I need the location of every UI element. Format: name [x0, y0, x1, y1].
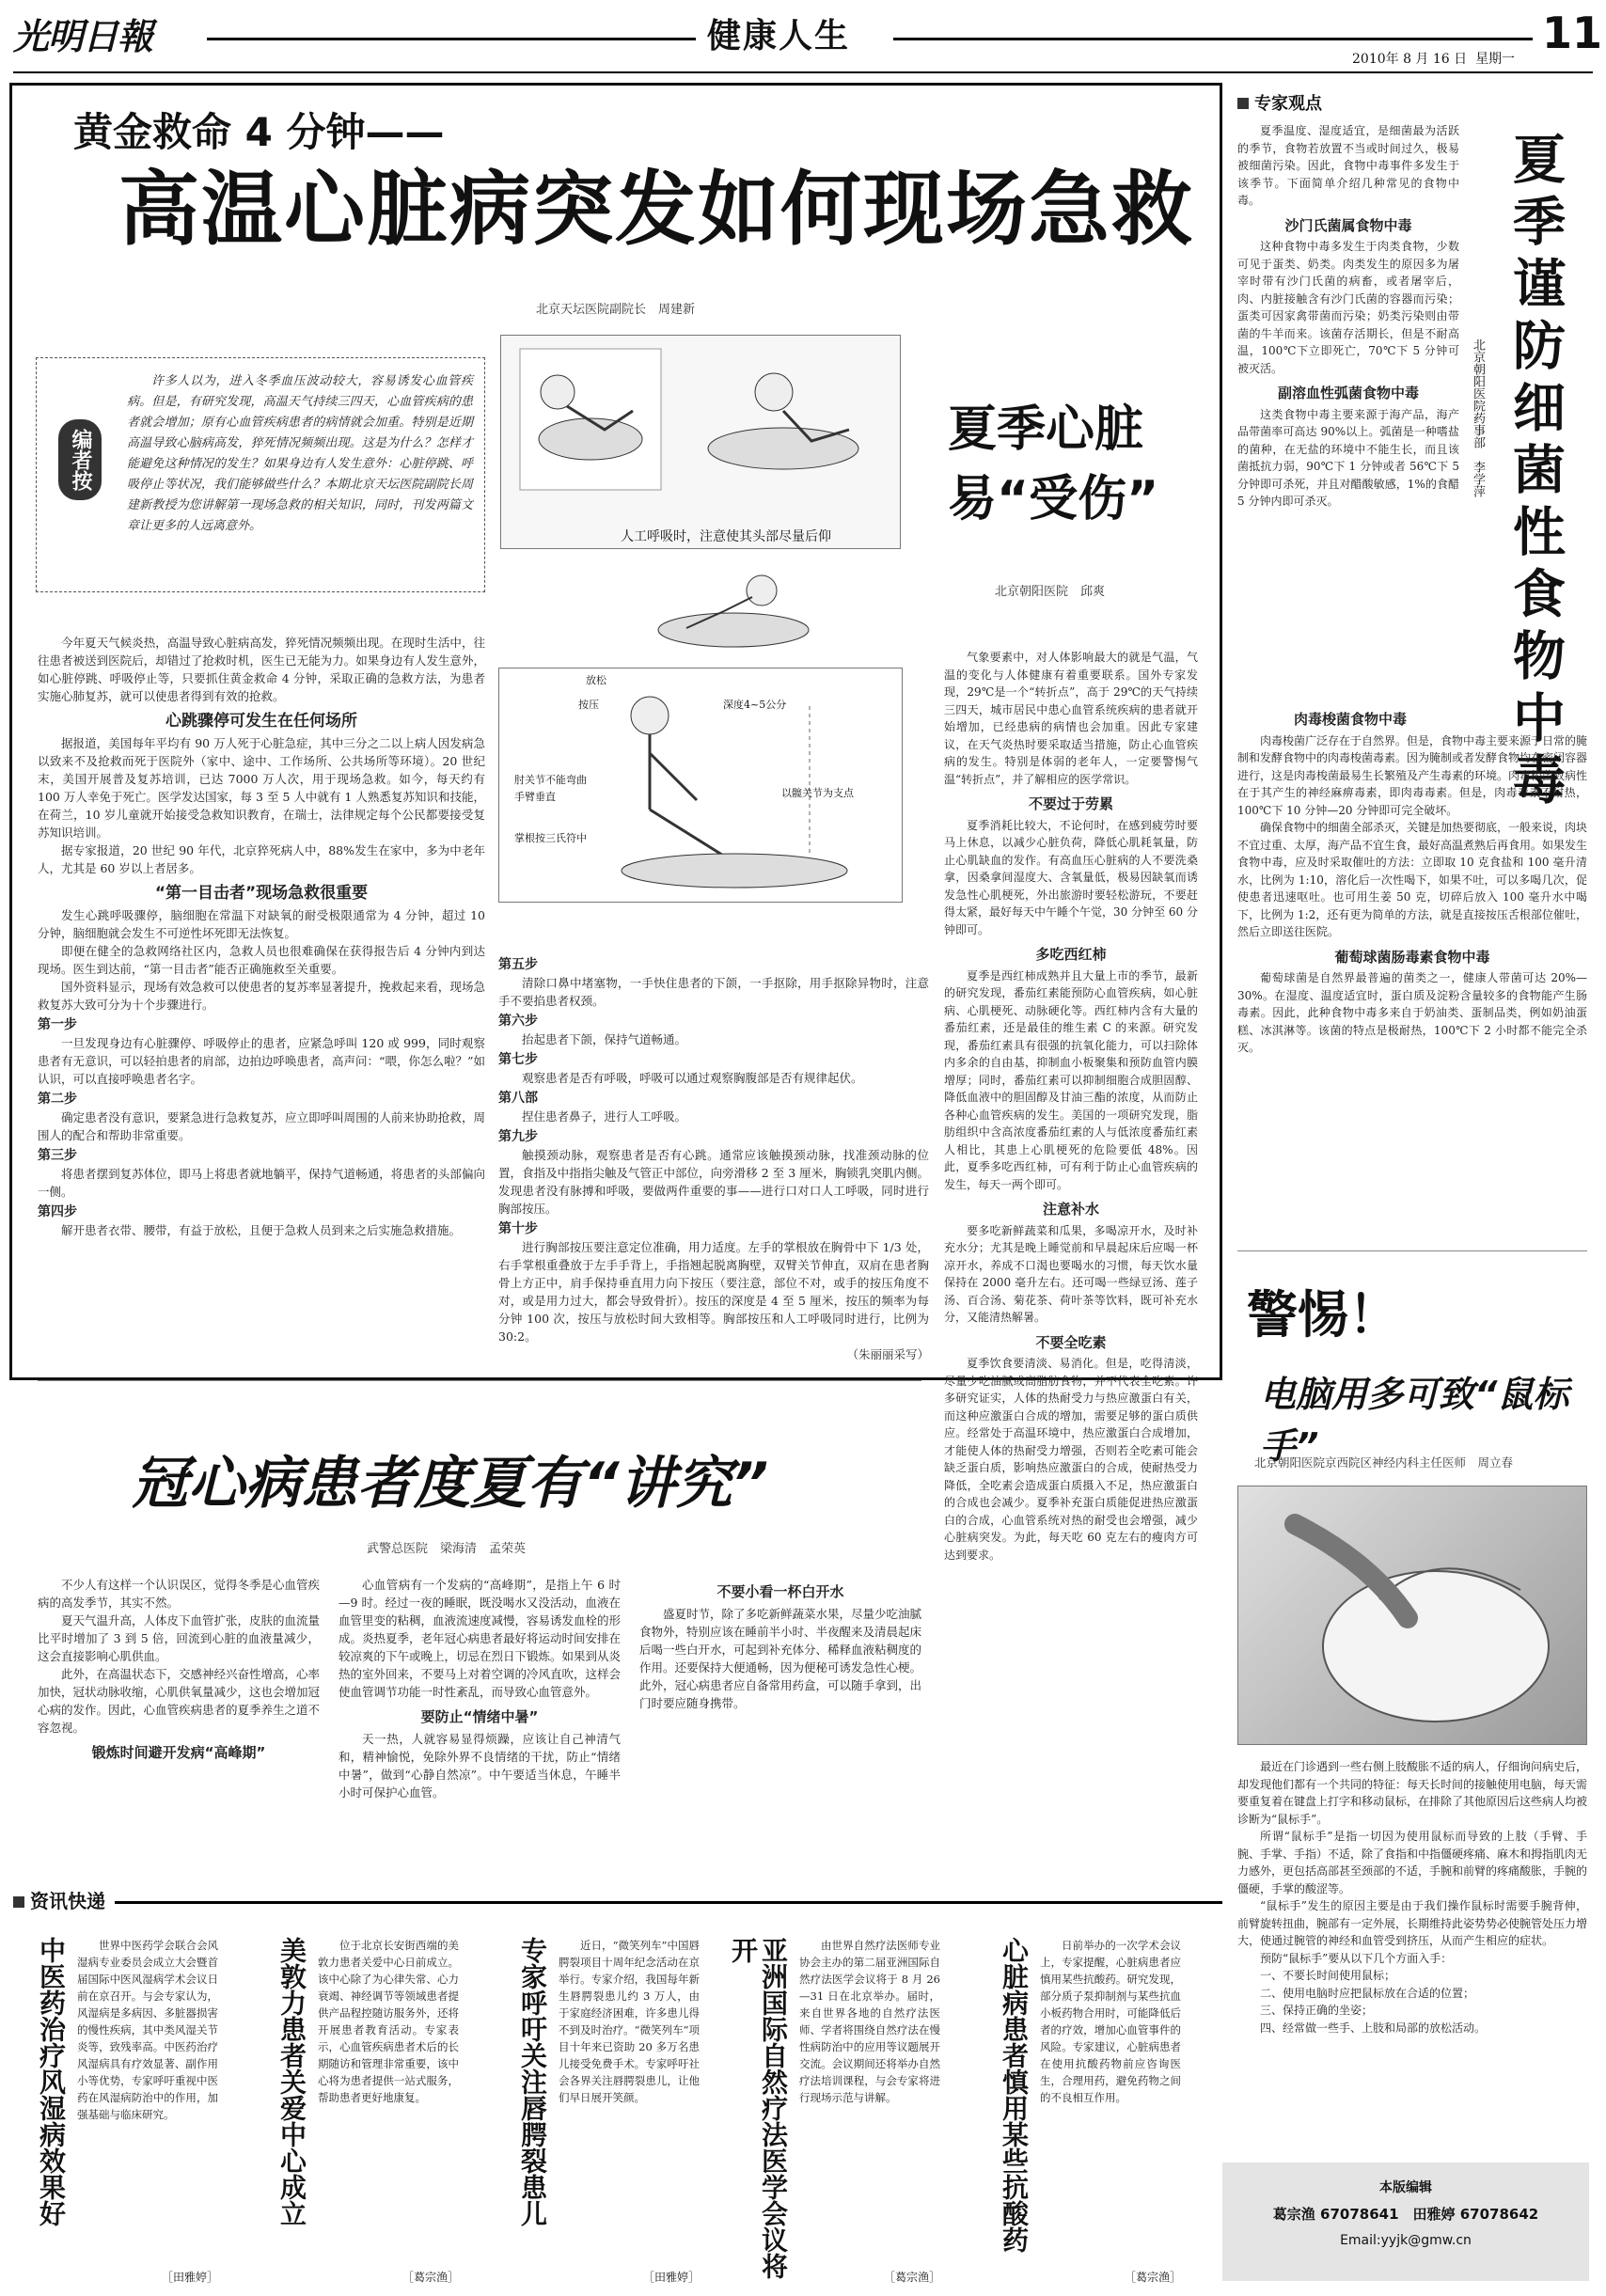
editors-email: Email:yyjk@gmw.cn	[1340, 2233, 1472, 2248]
step-2-title: 第二步	[38, 1092, 77, 1107]
news-item-1-body: 世界中医药学会联合会风湿病专业委员会成立大会暨首届国际中医风湿病学术会议日前在京召开。与会专家认为，风湿病是多病因、多脏器损害的慢性疾病，其中类风湿关节炎等，致残率高。中医药治疗风湿病具有疗效显著、副作用小等优势，专家呼吁重视中医药在风湿病防治中的作用，加强基础与临床研究。	[77, 1939, 218, 2121]
coronary-part-1-body: 心血管病有一个发病的“高峰期”，是指上午 6 时—9 时。经过一夜的睡眠，既没喝水又没活动，血液在血管里变的粘稠，血液流速度减慢，容易诱发血栓的形成。炎热夏季，老年冠心病患者最好将运动时间安排在较凉爽的下午或晚上，切忌在烈日下锻炼。如果到从炎热的室外回来，不要马上对着空调的冷风直吹，这样会使血管调节功能一时性紊乱，而导致心血管意外。	[339, 1578, 622, 1699]
news-item-3-title: 专家呼吁关注唇腭裂患儿	[517, 1937, 548, 2226]
fig-label-3: 肘关节不能弯曲	[514, 774, 587, 786]
section2-p2: 即便在健全的急救网络社区内，急救人员也很难确保在获得报告后 4 分钟内到达现场。医生到达前，“第一目击者”能否正确施救至关重要。	[38, 944, 485, 976]
news-item-1	[32, 1937, 218, 2285]
step-8-title: 第八部	[498, 1091, 538, 1106]
news-item-1-title: 中医药治疗风湿病效果好	[36, 1937, 67, 2226]
editors-names: 葛宗渔 67078641 田雅婷 67078642	[1272, 2206, 1539, 2223]
news-item-5-editor: ［葛宗渔］	[1124, 2271, 1181, 2284]
cpr-illustration-top	[500, 335, 901, 549]
cpr-drawing-icon	[501, 336, 900, 548]
step-9-body: 触摸颈动脉，观察患者是否有心跳。通常应该触摸颈动脉，找准颈动脉的位置，食指及中指指尖触及气管正中部位，向旁滑移 2 至 3 厘米，胸锁乳突肌内侧。发现患者没有脉搏和呼吸，要做两件重要的事——进行口对口人工呼吸，同时进行胸部按压。	[498, 1148, 929, 1216]
step-10-body: 进行胸部按压要注意定位准确，用力适度。左手的掌根放在胸骨中下 1/3 处，右手掌根重叠放于左手手背上，手指翘起脱离胸壁，双臂关节伸直，双肩在患者胸骨上方正中，肩手保持垂直用力向下按压（要注意，部位不对，或手的按压角度不对，或是用力过大，都会导致骨折）。按压的深度是 4 至 5 厘米，按压的频率为每分钟 100 次，按压与放松时间大致相等。胸部按压和人工呼吸同时进行，比例为 30:2。	[498, 1240, 929, 1344]
cpr-figure-caption: 人工呼吸时，注意使其头部尽量后仰	[621, 529, 831, 544]
coronary-part-2-title: 要防止“情绪中暑”	[420, 1708, 539, 1725]
heart-part-1-title: 不要过于劳累	[1028, 795, 1113, 812]
step-7-body: 观察患者是否有呼吸，呼吸可以通过观察胸腹部是否有规律起伏。	[522, 1071, 863, 1085]
section1-title: 心跳骤停可发生在任何场所	[165, 712, 357, 731]
expert-body-wide	[1237, 703, 1587, 1057]
mouse-title-big: 警惕！	[1247, 1285, 1399, 1345]
coronary-intro-2: 夏天气温升高，人体皮下血管扩张，皮肤的血流量比平时增加了 3 到 5 倍，回流到心脏的血液量减少，这会直接影响心肌供血。	[38, 1613, 321, 1663]
news-item-2	[273, 1937, 459, 2285]
masthead-rule-left	[207, 38, 696, 40]
fig-label-2: 深度4~5公分	[723, 699, 787, 711]
news-item-1-editor: ［田雅婷］	[161, 2271, 218, 2284]
coronary-intro-3: 此外，在高温状态下，交感神经兴奋性增高，心率加快，冠状动脉收缩，心肌供氧量减少，这也会增加冠心病的发作。因此，心血管疾病患者的夏季养生之道不容忽视。	[38, 1667, 321, 1735]
expert-author: 北京朝阳医院药事部 李学萍	[1471, 338, 1485, 497]
coronary-col2	[339, 1576, 621, 1801]
coronary-byline: 武警总医院 梁海清 孟荣英	[367, 1542, 527, 1556]
heart-headline: 夏季心脏易“受伤”	[948, 401, 1159, 527]
expert-body	[1237, 122, 1459, 511]
mouse-byline: 北京朝阳医院京西院区神经内科主任医师 周立春	[1254, 1455, 1514, 1470]
step-2-body: 确定患者没有意识，要紧急进行急救复苏，应立即呼叫周围的人前来协助抢救，周围人的配合和帮助非常重要。	[38, 1110, 485, 1142]
heart-part-2-body: 夏季是西红柿成熟并且大量上市的季节，最新的研究发现，番茄红素能预防心血管疾病，如心脏病、心肌梗死、动脉硬化等。西红柿内含有大量的番茄红素，还是最佳的维生素 C 的来源。研究发现，番茄红素具有很强的抗氧化能力，可以扫除体内多余的自由基，抑制血小板聚集和预防血管内膜增厚；同时，番茄红素可以抑制细胞合成胆固醇、降低血液中的胆固醇及甘油三酯的浓度，从而防止各种心血管疾病的发生。美国的一项研究发现，脂肪组织中含高浓度番茄红素的人与低浓度番茄红素人相比，其患上心肌梗死的危险要低 48%。因此，夏季多吃西红柿，可有利于防止心血管疾病的发生，每天一两个即可。	[944, 968, 1198, 1191]
mouse-p2: 所谓“鼠标手”是指一切因为使用鼠标而导致的上肢（手臂、手腕、手掌、手指）不适，除了食指和中指僵硬疼痛、麻木和拇指肌肉无力感外，更包括高部甚至颈部的不适，手腕和前臂的疼痛酸胀，手腕的僵硬，手掌的酸涩等。	[1237, 1830, 1588, 1895]
heart-intro: 气象要素中，对人体影响最大的就是气温，气温的变化与人体健康有着重要联系。国外专家发现，29℃是一个“转折点”，高于 29℃的天气持续三四天，城市居民中患心血管系统疾病的患者就开始增加，已经患病的病情也会加重。因此专家建议，在天气炎热时要采取适当措施，防止心血管疾病的发生。特别是体弱的老年人，一定要警惕气温“转折点”，并了解相应的医学常识。	[944, 651, 1198, 786]
expert-intro: 夏季温度、湿度适宜，是细菌最为活跃的季节，食物若放置不当或时间过久，极易被细菌污染。因此，食物中毒事件多发生于该季节。下面简单介绍几种常见的食物中毒。	[1237, 124, 1459, 207]
editor-note-text: 许多人以为，进入冬季血压波动较大，容易诱发心血管疾病。但是，有研究发现，高温天气持续三四天，心血管疾病的患者就会增加；原有心血管疾病患者的病情就会加重。特别是近期高温导致心脑病高发，猝死情况频频出现。这是为什么？怎样才能避免这种情况的发生？如果身边有人发生意外：心脏停跳、呼吸停止等状况，我们能够做些什么？本期北京天坛医院副院长周建新教授为您讲解第一现场急救的相关知识，同时，刊发两篇文章让更多的人远离意外。	[127, 374, 473, 533]
expert-part-2-title: 副溶血性弧菌食物中毒	[1277, 385, 1419, 401]
step-7-title: 第七步	[498, 1052, 538, 1067]
coronary-headline: 冠心病患者度夏有“讲究”	[132, 1451, 769, 1517]
news-item-4	[728, 1937, 940, 2285]
fig-label-5: 掌根按三氏符中	[514, 832, 587, 844]
masthead-rule-right	[893, 38, 1533, 40]
coronary-part-2-body: 天一热，人就容易显得烦躁，应该让自己神清气和，精神愉悦，免除外界不良情绪的干扰，防止“情绪中暑”，做到“心静自然凉”。中午要适当休息，午睡半小时可保护心血管。	[339, 1732, 621, 1800]
coronary-col1	[38, 1576, 320, 1766]
expert-part-4-title: 葡萄球菌肠毒素食物中毒	[1334, 948, 1490, 966]
news-label: 资讯快递	[13, 1886, 115, 1913]
section2-p3: 国外资料显示，现场有效急救可以使患者的复苏率显著提升，挽救起来看，现场急救复苏大致可分为十个步骤进行。	[38, 980, 485, 1012]
news-item-2-title: 美敦力患者关爱中心成立	[276, 1937, 307, 2226]
news-item-5-body: 日前举办的一次学术会议上，专家提醒，心脏病患者应慎用某些抗酸药。研究发现，部分质子泵抑制剂与某些抗血小板药物合用时，可能降低后者的疗效，增加心血管事件的风险。专家建议，心脏病患者在使用抗酸药物前应咨询医生，合理用药，避免药物之间的不良相互作用。	[1040, 1939, 1181, 2104]
heart-part-2-title: 多吃西红柿	[1035, 946, 1107, 963]
mouse-p1: 最近在门诊遇到一些右侧上肢酸胀不适的病人，仔细询问病史后，却发现他们都有一个共同的特征：每天长时间的接触使用电脑，每天需要重复着在键盘上打字和移动鼠标，在排除了其他原因后这些病人均被诊断为“鼠标手”。	[1237, 1760, 1588, 1826]
step-3-body: 将患者摆到复苏体位，即马上将患者就地躺平，保持气道畅通，将患者的头部偏向一侧。	[38, 1167, 485, 1199]
news-item-5-title: 心脏病患者慎用某些抗酸药	[999, 1937, 1030, 2253]
news-item-4-title: 亚洲国际自然疗法医学会议将开	[728, 1937, 789, 2279]
heart-byline: 北京朝阳医院 邱爽	[995, 585, 1106, 599]
expert-part-1-body: 这种食物中毒多发生于肉类食物，少数可见于蛋类、奶类。肉类发生的原因多为屠宰时带有沙门氏菌的病畜，或者屠宰后，肉、内脏接触含有沙门氏菌的容器而污染；蛋类可因家禽带菌而污染；奶类污染则由带菌的牛羊而来。该菌存活期长，但是不耐高温，100℃下立即死亡，70℃下 5 分钟可被灭活。	[1237, 240, 1459, 375]
breathing-figure-icon	[649, 555, 818, 658]
main-editor-sign: （朱丽丽采写）	[846, 1347, 929, 1361]
news-item-3-editor: ［田雅婷］	[642, 2271, 700, 2284]
editors-label: 本版编辑	[1379, 2180, 1432, 2195]
expert-vertical-title: 夏季谨防细菌性食物中毒	[1504, 132, 1566, 814]
computer-mouse-icon	[1238, 1486, 1586, 1744]
heart-part-4-title: 不要全吃素	[1035, 1333, 1107, 1351]
cpr-illustration-compress	[498, 668, 903, 903]
main-byline: 北京天坛医院副院长 周建新	[536, 303, 696, 317]
step-5-body: 清除口鼻中堵塞物，一手快住患者的下颌，一手抠除，用手抠除异物时，注意手不要掐患者权颈。	[498, 976, 929, 1008]
mouse-p3: “鼠标手”发生的原因主要是由于我们操作鼠标时需要手腕背伸，前臂旋转扭曲，腕部有一定外展，长期维持此姿势势必使腕管处压力增大，使通过腕管的神经和血管受到挤压，从而产生相应的症状。	[1237, 1899, 1588, 1947]
main-intro: 今年夏天气候炎热，高温导致心脏病高发，猝死情况频频出现。在现时生活中，往往患者被送到医院后，却错过了抢救时机，医生已无能为力。如果身边有人发生意外，如心脏停跳、呼吸停止等，只要抓住黄金救命 4 分钟，采取正确的急救方法，为患者实施心肺复苏，就可以使患者得到有效的抢救。	[38, 636, 485, 703]
section2-title: “第一目击者”现场急救很重要	[154, 884, 369, 903]
news-item-3-body: 近日，“微笑列车”中国唇腭裂项目十周年纪念活动在京举行。专家介绍，我国每年新生唇腭裂患儿约 3 万人，由于家庭经济困难，许多患儿得不到及时治疗。“微笑列车”项目十年来已资助 20 多万名患儿接受免费手术。专家呼吁社会各界关注唇腭裂患儿，让他们早日展开笑颜。	[559, 1939, 700, 2104]
news-item-2-editor: ［葛宗渔］	[402, 2271, 459, 2284]
heart-part-1-body: 夏季消耗比较大，不论何时，在感到疲劳时要马上休息，以减少心脏负荷，降低心肌耗氧量，防止心肌缺血的发作。有高血压心脏病的人不要洗桑拿，因桑拿间湿度大、含氧量低，极易因缺氧而诱发急性心肌梗死，外出旅游时要轻松游玩，不要赶得太紧，最好每天中午睡个午觉，30 分钟至 60 分钟即可。	[944, 818, 1198, 936]
step-8-body: 捏住患者鼻子，进行人工呼吸。	[522, 1109, 687, 1124]
news-item-4-body: 由世界自然疗法医师专业协会主办的第二届亚洲国际自然疗法医学会议将于 8 月 26—31 日在北京举办。届时，来自世界各地的自然疗法医师、学者将围绕自然疗法在慢性病防治中的应用等议题展开交流。会议期间还将举办自然疗法培训课程，与会专家将进行现场示范与讲解。	[799, 1939, 940, 2104]
mouse-photo	[1237, 1486, 1587, 1745]
fig-label-4: 手臂垂直	[514, 791, 556, 803]
expert-tag: 专家观点	[1237, 90, 1322, 115]
heart-body	[944, 649, 1198, 1564]
news-item-4-editor: ［葛宗渔］	[883, 2271, 940, 2284]
expert-tag-marker-icon	[1237, 98, 1249, 109]
expert-part-4-body: 葡萄球菌是自然界最普遍的菌类之一，健康人带菌可达 20%—30%。在湿度、温度适宜时，蛋白质及淀粉含量较多的食物能产生肠毒素。因此，此种食物中毒多来自于奶油类、蛋制品类，例如奶油蛋糕、冰淇淋等。该菌的特点是极耐热，100℃下 2 小时都不能完全杀灭。	[1237, 971, 1587, 1054]
section-title: 健康人生	[707, 17, 851, 55]
step-10-title: 第十步	[498, 1221, 538, 1236]
mouse-tip-4: 四、经常做一些手、上肢和局部的放松活动。	[1260, 2021, 1487, 2035]
step-6-body: 抬起患者下颌，保持气道畅通。	[522, 1032, 687, 1046]
fig-label-0: 放松	[586, 674, 606, 686]
issue-date: 2010年 8 月 16 日 星期一	[1352, 52, 1516, 67]
step-9-title: 第九步	[498, 1129, 538, 1144]
main-body-col1	[38, 634, 485, 1239]
step-6-title: 第六步	[498, 1014, 538, 1029]
newspaper-logo: 光明日報	[13, 15, 153, 57]
heart-part-3-title: 注意补水	[1042, 1201, 1099, 1218]
coronary-col3	[639, 1576, 921, 1712]
heart-part-4-body: 夏季饮食要清淡、易消化。但是，吃得清淡，尽量少吃油腻或高脂肪食物，并不代表全吃素。许多研究证实，人体的热耐受力与热应激蛋白有关，而这种应激蛋白合成的增加，需要足够的蛋白质供应。经常处于高温环境中，热应激蛋白合成增加，才能使人体的热耐受力增强，否则若全吃素可能会缺乏蛋白质，影响热应激蛋白的合成，使耐热受力降低，全吃素会造成蛋白质摄入不足，热应激蛋白的合成也会减少。夏季补充蛋白质能促进热应激蛋白的合成，心血管系统对热的耐受也会增强，减少心脏病突发。为此，每天吃 60 克左右的瘦肉方可达到要求。	[944, 1357, 1198, 1562]
mouse-tip-1: 一、不要长时间使用鼠标；	[1260, 1969, 1396, 1982]
news-rule	[19, 1901, 1222, 1904]
section2-p1: 发生心跳呼吸骤停，脑细胞在常温下对缺氧的耐受极限通常为 4 分钟，超过 10 分钟，脑细胞就会发生不可逆性坏死即无法恢复。	[38, 908, 485, 940]
mouse-top-rule	[1237, 1250, 1587, 1251]
editor-note-label	[58, 419, 96, 570]
expert-part-2-body: 这类食物中毒主要来源于海产品，海产品带菌率可高达 90%以上。弧菌是一种嗜盐的菌种，在无盐的环境中不能生长，而且该菌抵抗力弱，90℃下 1 分钟或者 56℃下 5 分钟即可杀死，并且对醋酸敏感，1%的食醋 5 分钟内即可杀灭。	[1237, 407, 1459, 508]
mouse-body	[1237, 1758, 1587, 2037]
news-item-3	[513, 1937, 700, 2285]
coronary-intro-1: 不少人有这样一个认识误区，觉得冬季是心血管疾病的高发季节，其实不然。	[38, 1578, 321, 1610]
editor-note-badge: 编者按	[58, 419, 102, 500]
coronary-part-3-body: 盛夏时节，除了多吃新鲜蔬菜水果，尽量少吃油腻食物外，特别应该在睡前半小时、半夜醒来及清晨起床后喝一些白开水，可起到补充体分、稀释血液粘稠度的作用。还要保持大便通畅，因为便秘可诱发急性心梗。此外，冠心病患者应自备常用药盒，可以随手拿到，出门时要应随身携带。	[639, 1607, 922, 1710]
expert-part-3-body: 肉毒梭菌广泛存在于自然界。但是，食物中毒主要来源于日常的腌制和发酵食物中的肉毒梭菌毒素。因为腌制或者发酵食物均在密闭容器进行，这是肉毒梭菌最易生长繁殖及产生毒素的环境。肉毒梭菌致病性在于其产生的神经麻痹毒素，即肉毒毒素。但是，肉毒毒素不耐热，100℃下 10 分钟—20 分钟即可完全破坏。	[1237, 733, 1588, 817]
mouse-tip-3: 三、保持正确的坐姿；	[1260, 2004, 1374, 2017]
news-marker-icon	[13, 1896, 24, 1908]
main-kicker: 黄金救命 4 分钟——	[73, 109, 445, 155]
section1-p2: 据专家报道，20 世纪 90 年代，北京猝死病人中，88%发生在家中，多为中老年人，尤其是 60 岁以上者居多。	[38, 843, 485, 875]
expert-part-1-title: 沙门氏菌属食物中毒	[1284, 216, 1412, 234]
expert-part-3-body2: 确保食物中的细菌全部杀灭，关键是加热要彻底，一般来说，肉块不宜过重、太厚，海产品不宜生食，最好高温煮熟后再食用。如果发生食物中毒，应及时采取催吐的方法：立即取 10 克食盐和 100 毫升清水，比例为 1:10，溶化后一次性喝下，如果不吐，可以多喝几次，促使患者迅速呕吐。也可用生姜 50 克，切碎后放入 100 毫升水中喝下，比例为 1:2，还有更为简单的方法，就是直接按压舌根部位催吐，然后立即送往医院。	[1237, 821, 1588, 938]
step-1-title: 第一步	[38, 1017, 77, 1032]
coronary-part-3-title: 不要小看一杯白开水	[716, 1583, 844, 1600]
section1-p1: 据报道，美国每年平均有 90 万人死于心脏急症，其中三分之二以上病人因发病急以致来不及抢救而死于医院外（家中、途中、工作场所、公共场所等环境）。20 世纪末，美国开展普及复苏培训，已达 7000 万人次，用于现场急救。如今，每天约有 100 万人幸免于死亡。医学发达国家，每 3 至 5 人中就有 1 人熟悉复苏知识和技能，在荷兰，10 岁儿童就开始接受急救知识教育，在瑞士，法律规定每个公民都要接受复苏知识培训。	[38, 736, 485, 840]
page-number: 11	[1542, 8, 1603, 58]
coronary-part-1-title: 锻炼时间避开发病“高峰期”	[91, 1744, 266, 1761]
step-4-body: 解开患者衣带、腰带，有益于放松，且便于急救人员到来之后实施急救措施。	[61, 1223, 462, 1237]
mouse-p4: 预防“鼠标手”要从以下几个方面入手：	[1260, 1951, 1453, 1965]
news-item-5	[995, 1937, 1181, 2285]
step-5-title: 第五步	[498, 957, 538, 972]
news-item-2-body: 位于北京长安街西端的美敦力患者关爱中心日前成立。该中心除了为心律失常、心力衰竭、神经调节等领域患者提供产品程控随访服务外，还将开展患者教育活动。专家表示，心血管疾病患者术后的长期随访和管理非常重要，该中心将为患者提供一站式服务，帮助患者更好地康复。	[318, 1939, 459, 2104]
editors-box	[1222, 2162, 1589, 2281]
fig-label-1: 按压	[578, 699, 599, 711]
step-4-title: 第四步	[38, 1204, 77, 1219]
fig-label-6: 以髋关节为支点	[781, 787, 854, 799]
step-1-body: 一旦发现身边有心脏骤停、呼吸停止的患者，应紧急呼叫 120 或 999，同时观察患者有无意识，可以轻拍患者的肩部，边拍边呼唤患者，高声问：“喂，你怎么啦？”如认识，可以直接呼唤患者名字。	[38, 1036, 485, 1086]
main-headline: 高温心脏病突发如何现场急救	[118, 163, 1194, 257]
mouse-title: 电脑用多可致“鼠标手”	[1260, 1374, 1569, 1467]
step-3-title: 第三步	[38, 1148, 77, 1163]
editor-note-box	[36, 357, 485, 592]
mouse-tip-2: 二、使用电脑时应把鼠标放在合适的位置；	[1260, 1986, 1475, 2000]
cpr-illustration-breath	[649, 555, 818, 658]
masthead-underline	[13, 71, 1593, 73]
coronary-top-rule	[38, 1380, 921, 1381]
heart-part-3-body: 要多吃新鲜蔬菜和瓜果，多喝凉开水，及时补充水分；尤其是晚上睡觉前和早晨起床后应喝一杯凉开水，养成不口渴也要喝水的习惯，每天饮水量保持在 2000 毫升左右。还可喝一些绿豆汤、莲子汤、百合汤、菊花茶、荷叶茶等饮料，既可补充水分，又能清热解暑。	[944, 1223, 1198, 1324]
expert-part-3-title: 肉毒梭菌食物中毒	[1293, 711, 1407, 728]
main-body-col2	[498, 953, 929, 1363]
